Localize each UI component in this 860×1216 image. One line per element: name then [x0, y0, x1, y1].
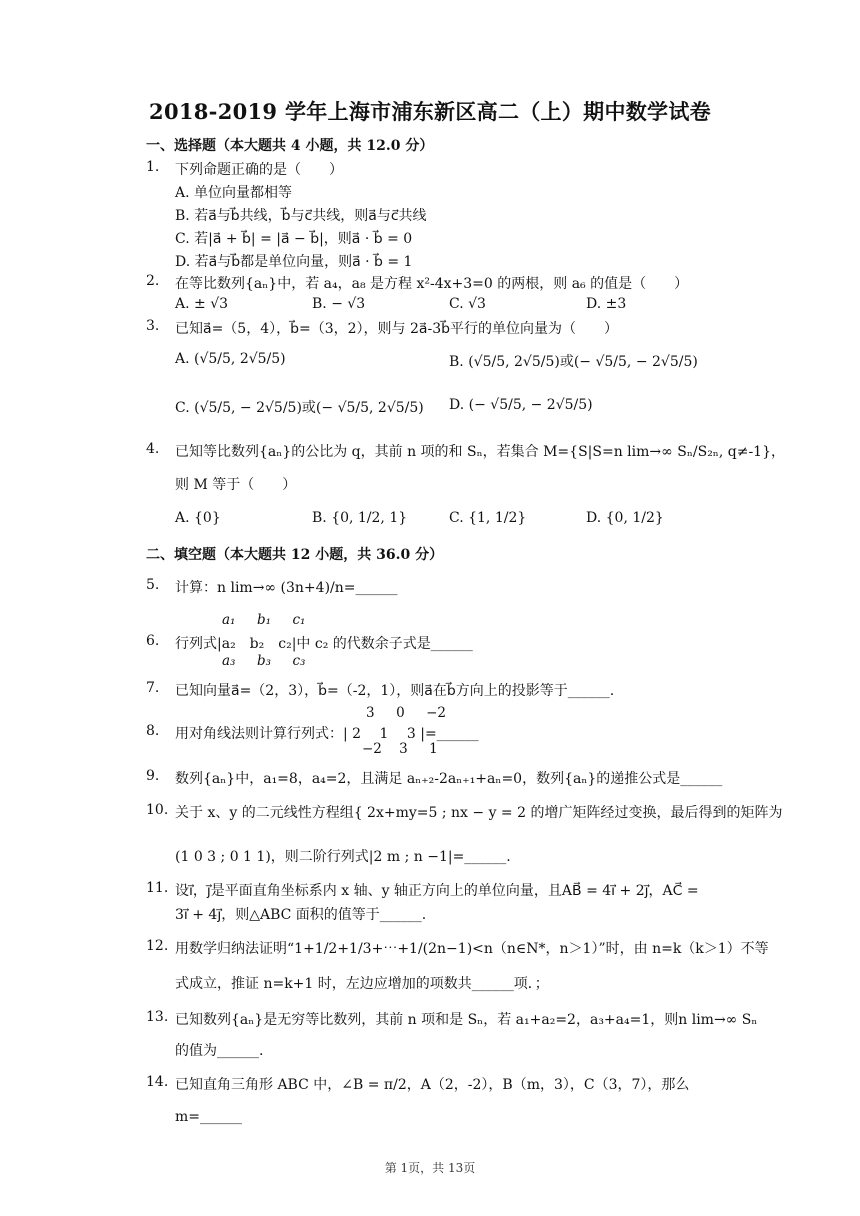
question-number: 12. [146, 938, 169, 954]
matrix-cell: 3 [366, 705, 375, 721]
option-b: B. 若a⃗与b⃗共线，b⃗与c⃗共线，则a⃗与c⃗共线 [175, 208, 427, 224]
question-number: 4. [146, 441, 160, 457]
matrix-cell: −2 [426, 705, 447, 721]
option-c: C. {1, 1/2} [449, 510, 527, 526]
matrix-cell: c₁ [292, 612, 306, 628]
matrix-row [362, 741, 438, 757]
question-text: 设i⃗，j⃗是平面直角坐标系内 x 轴、y 轴正方向上的单位向量，且AB⃗ = 4i⃗ + 2j⃗，AC⃗ = [175, 883, 699, 899]
option-d: D. (− √5/5, − 2√5/5) [449, 397, 593, 413]
question-text: 行列式|a₂ b₂ c₂|中 c₂ 的代数余子式是______ [175, 636, 473, 652]
option-d: D. ±3 [586, 296, 627, 312]
question-text: 下列命题正确的是（ ） [175, 162, 343, 178]
question-number: 2. [146, 273, 160, 289]
question-text: 计算：n lim→∞ (3n+4)/n=______ [175, 580, 398, 596]
question-number: 14. [146, 1074, 169, 1090]
page-footer: 第 1页，共 13页 [384, 1161, 476, 1175]
question-number: 5. [146, 577, 160, 593]
section-heading-fill: 二、填空题（本大题共 12 小题，共 36.0 分） [146, 547, 444, 563]
question-text: 用对角线法则计算行列式：| 2 1 3 |=______ [175, 726, 479, 742]
option-d: D. {0, 1/2} [586, 510, 664, 526]
question-number: 9. [146, 768, 160, 784]
question-text-continued: 的值为______. [175, 1043, 264, 1059]
question-text: 已知等比数列{aₙ}的公比为 q，其前 n 项的和 Sₙ，若集合 M={S|S=n lim→∞ Sₙ/S₂ₙ, q≠-1}， [175, 444, 785, 460]
matrix-cell: a₁ [222, 612, 236, 628]
matrix-row [366, 705, 446, 721]
option-b: B. (√5/5, 2√5/5)或(− √5/5, − 2√5/5) [449, 354, 698, 370]
question-number: 8. [146, 723, 160, 739]
option-a: A. 单位向量都相等 [175, 185, 293, 201]
question-text: 已知直角三角形 ABC 中，∠B = π/2，A（2，-2），B（m，3），C（3，7），那么 [175, 1077, 690, 1093]
option-c: C. √3 [449, 296, 486, 312]
question-number: 11. [146, 880, 169, 896]
question-number: 6. [146, 633, 160, 649]
matrix-cell: 3 [399, 741, 408, 757]
question-text-continued: 3i⃗ + 4j⃗，则△ABC 面积的值等于______. [175, 907, 427, 923]
page-title: 2018-2019 学年上海市浦东新区高二（上）期中数学试卷 [149, 99, 711, 124]
matrix-cell: −2 [362, 741, 382, 757]
option-d: D. 若a⃗与b⃗都是单位向量，则a⃗ · b⃗ = 1 [175, 254, 413, 270]
matrix-cell: 0 [396, 705, 405, 721]
matrix-row [222, 612, 305, 628]
matrix-cell: a₃ [222, 653, 236, 669]
option-b: B. − √3 [312, 296, 366, 312]
question-text: 关于 x、y 的二元线性方程组{ 2x+my=5 ; nx − y = 2 的增广矩阵经过变换，最后得到的矩阵为 [175, 805, 783, 821]
option-a: A. ± √3 [175, 296, 229, 312]
option-b: B. {0, 1/2, 1} [312, 510, 408, 526]
question-text-continued: 则 M 等于（ ） [175, 477, 297, 493]
question-text: 已知a⃗=（5，4），b⃗=（3，2），则与 2a⃗-3b⃗平行的单位向量为（ ） [175, 321, 619, 337]
option-c: C. 若|a⃗ + b⃗| = |a⃗ − b⃗|，则a⃗ · b⃗ = 0 [175, 231, 413, 247]
matrix-cell: c₃ [292, 653, 306, 669]
question-text: 用数学归纳法证明“1+1/2+1/3+⋯+1/(2n−1)<n（n∈N*，n＞1）”时，由 n=k（k＞1）不等 [175, 941, 769, 957]
matrix-cell: b₁ [256, 612, 271, 628]
question-text: 在等比数列{aₙ}中，若 a₄，a₈ 是方程 x²-4x+3=0 的两根，则 a₆ 的值是（ ） [175, 276, 689, 292]
matrix-cell: b₃ [256, 653, 271, 669]
question-text: 已知数列{aₙ}是无穷等比数列，其前 n 项和是 Sₙ，若 a₁+a₂=2，a₃+a₄=1，则n lim→∞ Sₙ [175, 1012, 758, 1028]
option-a: A. {0} [175, 510, 221, 526]
question-text: 数列{aₙ}中，a₁=8，a₄=2，且满足 aₙ₊₂-2aₙ₊₁+aₙ=0，数列{aₙ}的递推公式是______ [175, 771, 723, 787]
question-number: 13. [146, 1009, 169, 1025]
question-number: 3. [146, 318, 160, 334]
question-number: 10. [146, 802, 169, 818]
option-a: A. (√5/5, 2√5/5) [175, 351, 286, 367]
question-number: 1. [146, 159, 160, 175]
matrix-cell: 1 [429, 741, 438, 757]
question-text-continued: m=______ [175, 1109, 243, 1125]
question-text: 已知向量a⃗=（2，3），b⃗=（-2，1），则a⃗在b⃗方向上的投影等于______. [175, 683, 615, 699]
matrix-row [222, 653, 305, 669]
question-text-continued: 式成立，推证 n=k+1 时，左边应增加的项数共______项．； [175, 976, 549, 992]
option-c: C. (√5/5, − 2√5/5)或(− √5/5, 2√5/5) [175, 400, 424, 416]
section-heading-choice: 一、选择题（本大题共 4 小题，共 12.0 分） [146, 138, 434, 154]
question-number: 7. [146, 680, 160, 696]
question-text-continued: (1 0 3 ; 0 1 1)，则二阶行列式|2 m ; n −1|=______. [175, 849, 511, 865]
